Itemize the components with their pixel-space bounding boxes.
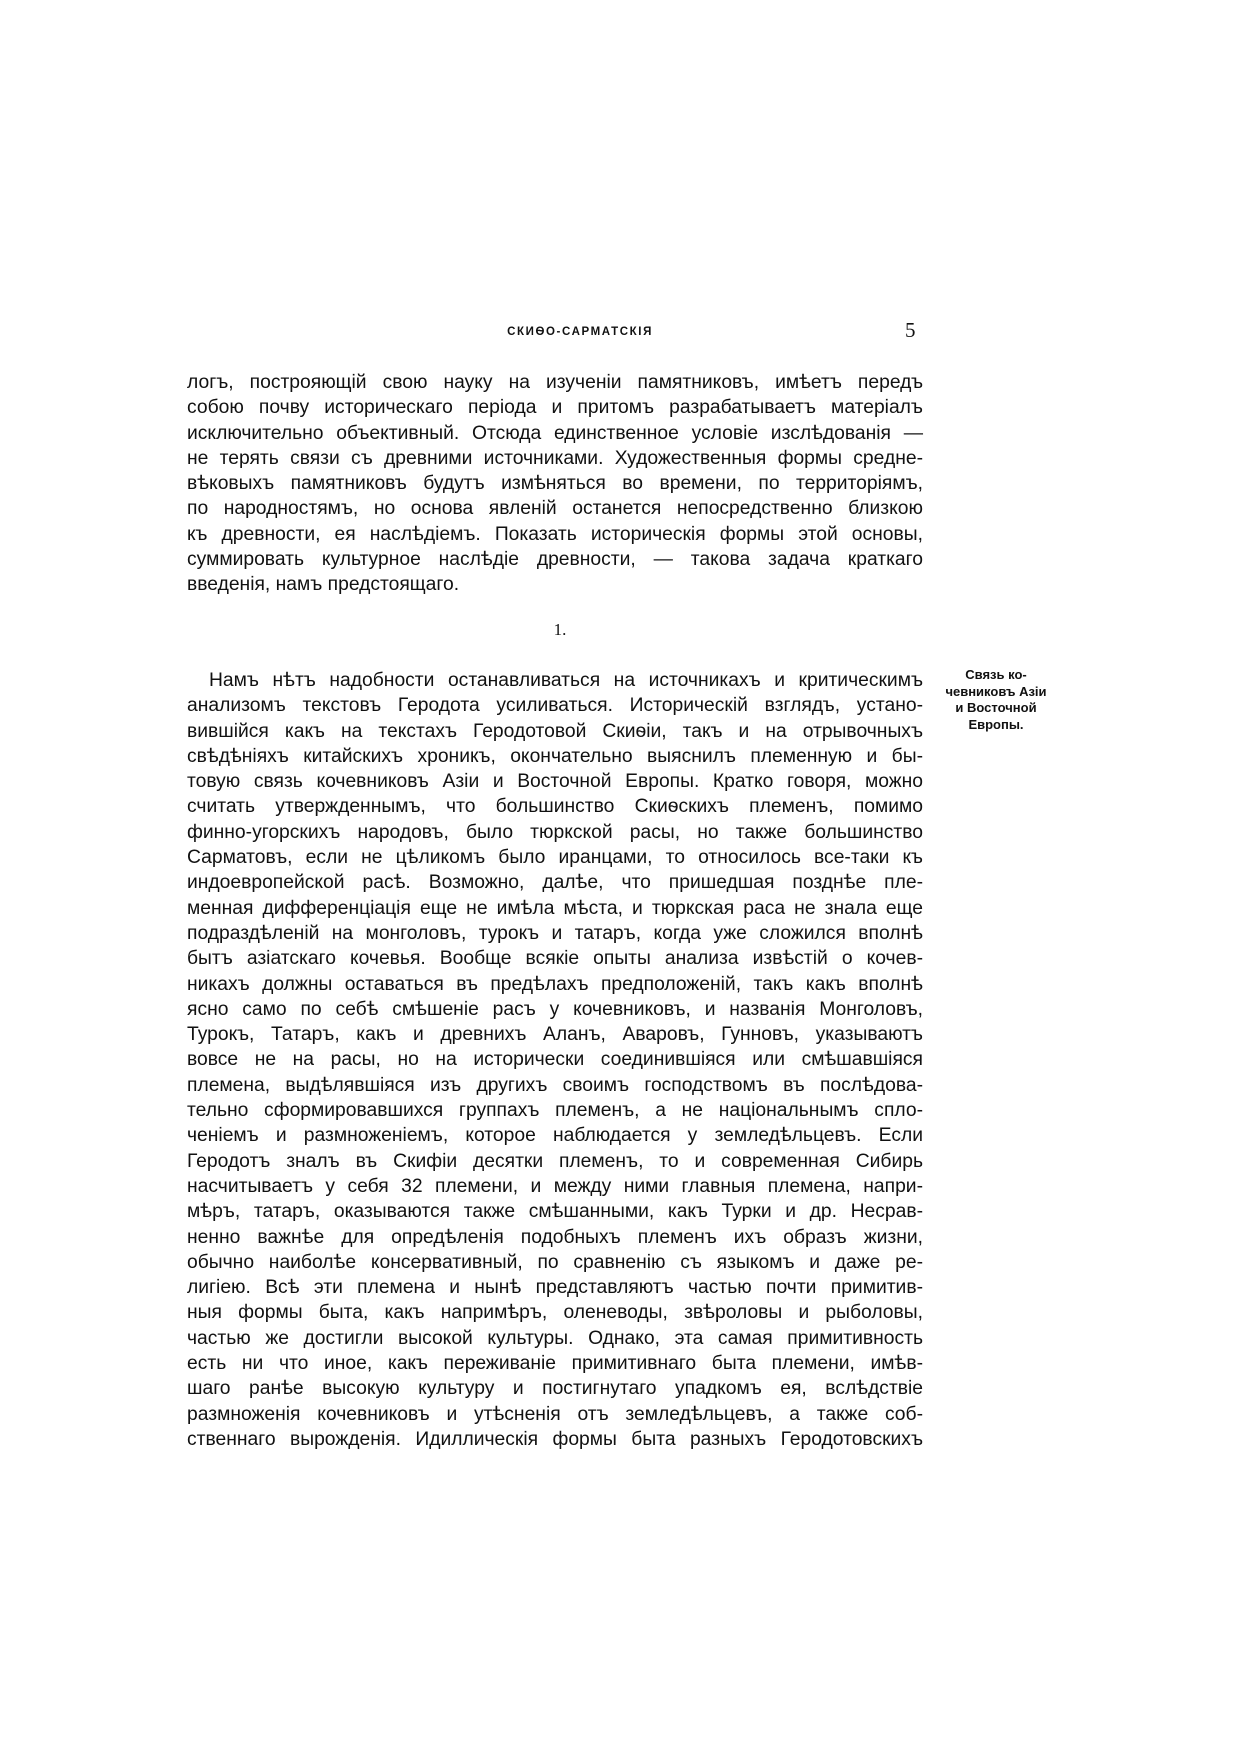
text-line: частью же достигли высокой культуры. Однако, эта самая примитивность [187,1327,923,1349]
text-line: вившійся какъ на текстахъ Геродотовой Скиѳіи, такъ и на отрывочныхъ [187,720,923,742]
text-line: ясно само по себѣ смѣшеніе расъ у кочевниковъ, и названія Монголовъ, [187,998,923,1020]
running-title: СКИѲО-САРМАТСКІЯ [507,326,653,338]
text-line: есть ни что иное, какъ переживаніе примитивнаго быта племени, имѣв- [187,1353,923,1375]
text-line: собою почву историческаго періода и притомъ разрабатываетъ матеріалъ [187,397,923,419]
text-line: Намъ нѣтъ надобности останавливаться на источникахъ и критическимъ [209,670,923,691]
section-number: 1. [553,620,567,639]
text-line: ненно важнѣе для опредѣленія подобныхъ племенъ ихъ образъ жизни, [187,1226,923,1248]
text-line: лигіею. Всѣ эти племена и нынѣ представляютъ частью почти примитив- [187,1277,923,1299]
text-line: мѣръ, татаръ, оказываются также смѣшанными, какъ Турки и др. Несрав- [187,1201,923,1223]
text-line: логъ, построяющій свою науку на изученіи памятниковъ, имѣетъ передъ [187,372,923,393]
text-line: вѣковыхъ памятниковъ будутъ измѣняться во времени, по территоріямъ, [187,473,923,495]
text-line: тельно сформировавшихся группахъ племенъ, а не національнымъ спло- [187,1100,923,1122]
text-line: насчитываетъ у себя 32 племени, и между ними главныя племена, напри- [187,1175,923,1197]
margin-note-line: Связь ко- [965,667,1027,682]
text-line: вовсе не на расы, но на исторически соединившіяся или смѣшавшіяся [187,1049,923,1071]
text-line: племена, выдѣлявшіяся изъ другихъ своимъ господствомъ въ послѣдова- [187,1074,923,1096]
text-line: не терять связи съ древними источниками. Художественныя формы средне- [187,447,923,469]
text-line: къ древности, ея наслѣдіемъ. Показать историческія формы этой основы, [187,523,923,545]
intro-paragraph [187,370,923,598]
text-line: свѣдѣніяхъ китайскихъ хроникъ, окончательно выяснилъ племенную и бы- [187,745,923,767]
text-line: обычно наиболѣе консервативный, по сравненію съ языкомъ и даже ре- [187,1251,923,1273]
text-line: анализомъ текстовъ Геродота усиливаться. Историческій взглядъ, устано- [187,695,923,717]
margin-note [944,667,1048,733]
text-line: менная дифференціація еще не имѣла мѣста, и тюркская раса не знала еще [187,897,923,919]
margin-note-line: и Восточной [955,700,1037,715]
text-line: по народностямъ, но основа явленій останется непосредственно близкою [187,498,923,520]
text-line: бытъ азіатскаго кочевья. Вообще всякіе опыты анализа извѣстій о кочев- [187,948,923,970]
text-line: индоевропейской расѣ. Возможно, далѣе, что пришедшая позднѣе пле- [187,872,923,894]
text-line: ныя формы быта, какъ напримѣръ, оленеводы, звѣроловы и рыболовы, [187,1302,923,1324]
text-line: ственнаго вырожденія. Идиллическія формы быта разныхъ Геродотовскихъ [187,1428,923,1450]
text-line: товую связь кочевниковъ Азіи и Восточной Европы. Кратко говоря, можно [187,771,923,793]
margin-note-line: чевниковъ Азіи [945,683,1047,699]
section-paragraph [187,668,923,1452]
text-line: финно-угорскихъ народовъ, было тюркской расы, но также большинство [187,821,923,843]
text-line: Турокъ, Татаръ, какъ и древнихъ Аланъ, Аваровъ, Гунновъ, указываютъ [187,1024,923,1046]
text-line: считать утвержденнымъ, что большинство Скиѳскихъ племенъ, помимо [187,796,923,818]
text-line: Геродотъ зналъ въ Скифіи десятки племенъ, то и современная Сибирь [187,1150,923,1172]
text-line: введенія, намъ предстоящаго. [187,574,460,596]
text-line: суммировать культурное наслѣдіе древности, — такова задача краткаго [187,549,923,571]
text-line: ченіемъ и размноженіемъ, которое наблюдается у земледѣльцевъ. Если [187,1125,923,1147]
text-line: исключительно объективный. Отсюда единственное условіе изслѣдованія — [187,422,923,444]
text-line: размноженія кочевниковъ и утѣсненія отъ земледѣльцевъ, а также соб- [187,1403,923,1425]
page-number: 5 [905,318,916,342]
text-line: Сарматовъ, если не цѣликомъ было иранцами, то относилось все-таки къ [187,847,923,869]
text-line: подраздѣленій на монголовъ, турокъ и татаръ, когда уже сложился вполнѣ [187,922,923,944]
text-line: шаго ранѣе высокую культуру и постигнутаго упадкомъ ея, вслѣдствіе [187,1378,923,1400]
margin-note-line: Европы. [968,716,1024,732]
text-line: никахъ должны оставаться въ предѣлахъ предположеній, такъ какъ вполнѣ [187,973,923,995]
